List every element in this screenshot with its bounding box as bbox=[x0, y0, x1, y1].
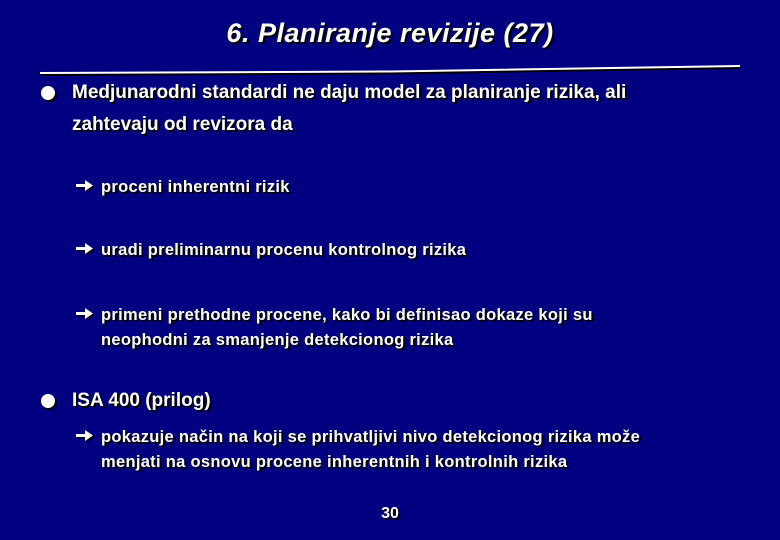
subitem-4-line-1: pokazuje način na koji se prihvatljivi nivo detekcionog rizika može bbox=[101, 428, 641, 446]
slide-title: 6. Planiranje revizije (27) bbox=[226, 18, 554, 48]
bullet-dot-icon bbox=[41, 86, 55, 100]
subitem-4-line-2: menjati na osnovu procene inherentnih i kontrolnih rizika bbox=[101, 453, 568, 471]
bullet-dot-icon bbox=[41, 394, 55, 408]
arrow-right-icon bbox=[76, 243, 96, 257]
title-underline bbox=[40, 62, 740, 76]
subitem-3-line-1: primeni prethodne procene, kako bi definisao dokaze koji su bbox=[101, 306, 593, 324]
arrow-right-icon bbox=[76, 308, 96, 322]
bullet-1-line-1: Medjunarodni standardi ne daju model za planiranje rizika, ali bbox=[72, 82, 627, 103]
subitem-1: proceni inherentni rizik bbox=[101, 178, 290, 196]
page-number: 30 bbox=[381, 505, 399, 522]
arrow-right-icon bbox=[76, 180, 96, 194]
subitem-2: uradi preliminarnu procenu kontrolnog rizika bbox=[101, 241, 467, 259]
subitem-3-line-2: neophodni za smanjenje detekcionog rizika bbox=[101, 331, 454, 349]
bullet-2-line-1: ISA 400 (prilog) bbox=[72, 390, 211, 411]
arrow-right-icon bbox=[76, 430, 96, 444]
bullet-1-line-2: zahtevaju od revizora da bbox=[72, 114, 293, 135]
